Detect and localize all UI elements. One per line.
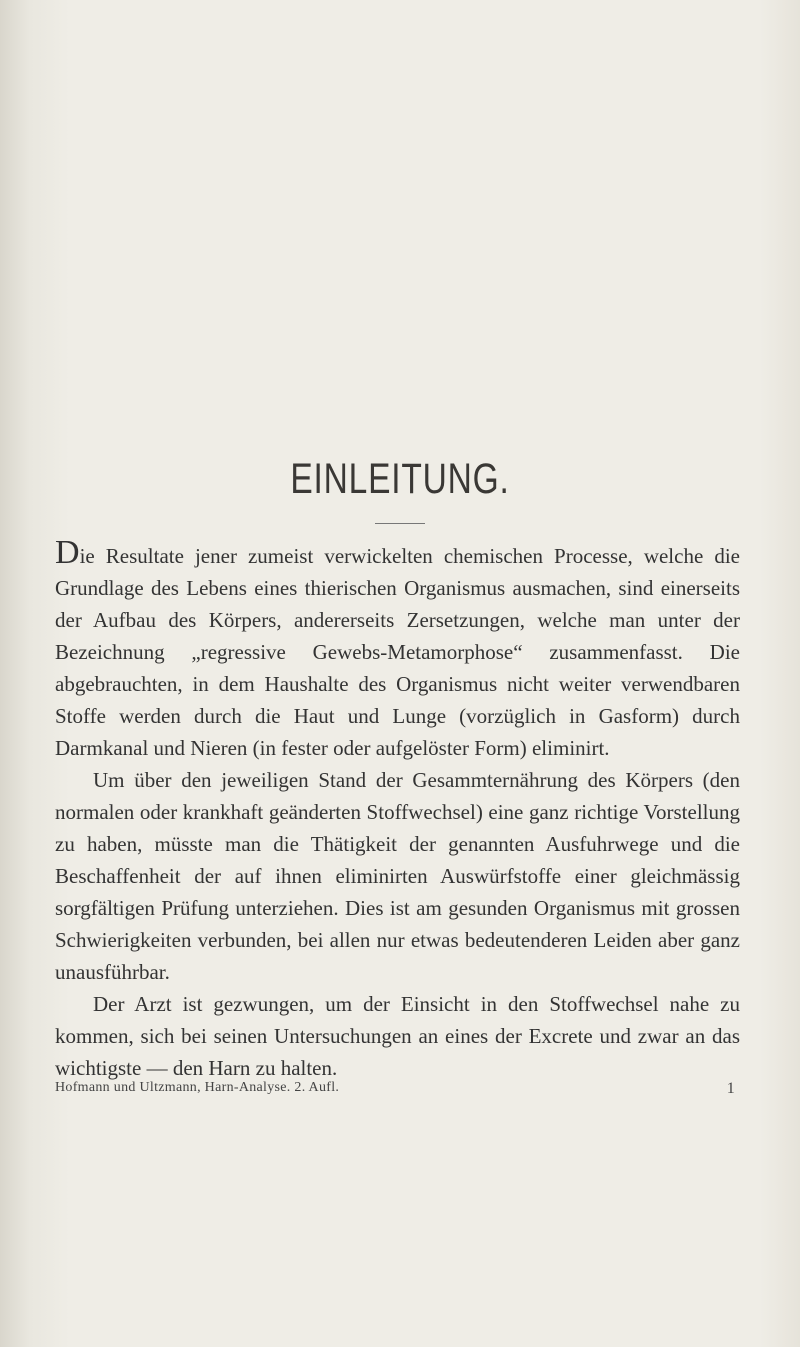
paragraph-3: Der Arzt ist gezwungen, um der Einsicht in den Stoffwechsel nahe zu kommen, sich bei seinen Untersuchungen an eines der Excrete und zwar an das wichtigste — den Harn zu halten.	[55, 992, 740, 1080]
paragraph-1-text: ie Resultate jener zumeist verwickelten chemischen Processe, welche die Grundlage des Lebens eines thierischen Organismus ausmachen, sind einerseits der Aufbau des Körpers, andererseits Zersetzungen, welche man unter der Bezeichnung „regressive Gewebs-Metamorphose“ zusammenfasst. Die abgebrauchten, in dem Haushalte des Organismus nicht weiter verwendbaren Stoffe werden durch die Haut und Lunge (vorzüglich in Gasform) durch Darmkanal und Nieren (in fester oder aufgelöster Form) eliminirt.	[55, 544, 740, 760]
page-footer	[55, 1080, 735, 1096]
drop-cap: D	[55, 534, 80, 571]
paragraph-1	[55, 534, 740, 764]
signature-mark: 1	[726, 1080, 735, 1097]
heading-rule	[375, 523, 425, 524]
chapter-heading: EINLEITUNG.	[290, 455, 510, 503]
footer-citation: Hofmann und Ultzmann, Harn-Analyse. 2. Aufl.	[55, 1080, 340, 1095]
body-text	[55, 534, 740, 1084]
paragraph-2: Um über den jeweiligen Stand der Gesammternährung des Körpers (den normalen oder krankhaft geänderten Stoffwechsel) eine ganz richtige Vorstellung zu haben, müsste man die Thätigkeit der genannten Ausfuhrwege und die Beschaffenheit der auf ihnen eliminirten Auswürfstoffe einer gleichmässig sorgfältigen Prüfung unterziehen. Dies ist am gesunden Organismus mit grossen Schwierigkeiten verbunden, bei allen nur etwas bedeutenderen Leiden aber ganz unausführbar.	[55, 768, 740, 984]
